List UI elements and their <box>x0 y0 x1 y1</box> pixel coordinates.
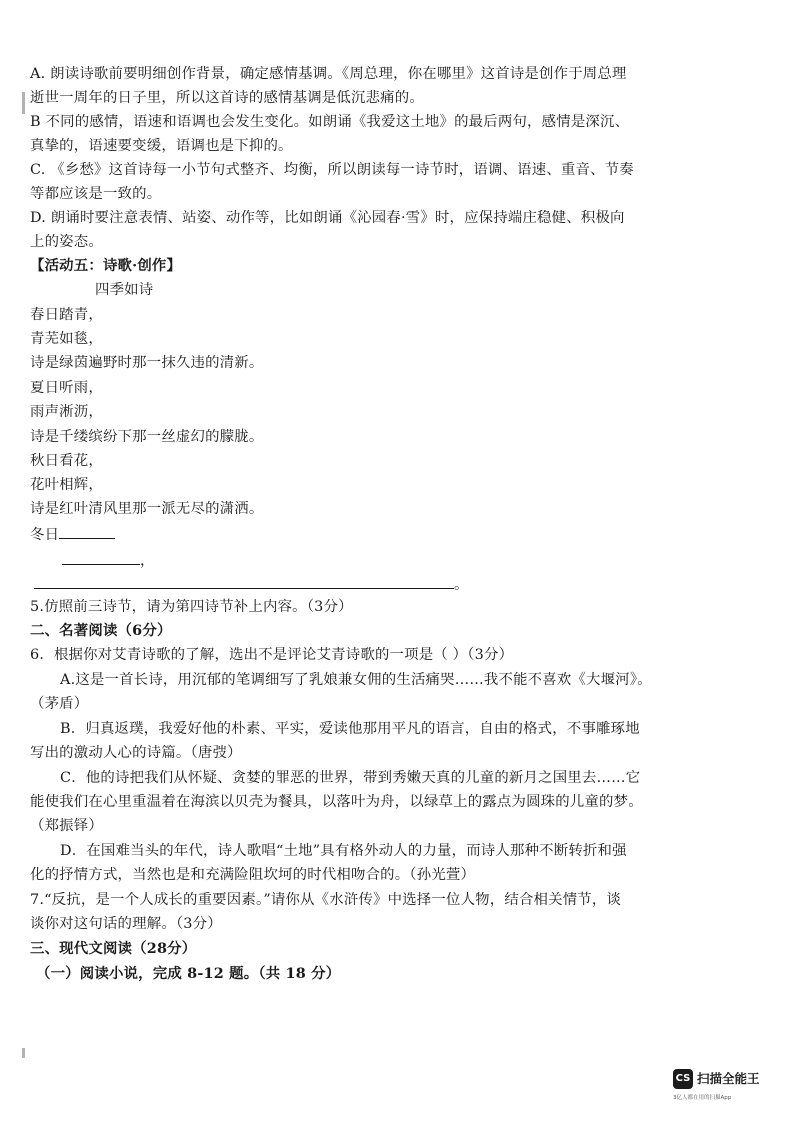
winter-blank-2[interactable] <box>62 550 140 565</box>
winter-blank-1[interactable] <box>59 524 115 539</box>
activity5-heading: 【活动五：诗歌·创作】 <box>30 257 182 274</box>
scanner-watermark <box>673 1069 773 1109</box>
option-a-line1: A. 朗读诗歌前要明细创作背景，确定感情基调。《周总理，你在哪里》这首诗是创作于周总理 <box>30 66 627 82</box>
q6-option-d-line2: 化的抒情方式，当然也是和充满险阻坎坷的时代相吻合的。（孙光萱） <box>30 867 476 883</box>
option-a-line2: 逝世一周年的日子里，所以这首诗的感情基调是低沉悲痛的。 <box>30 90 424 106</box>
question-6: 6．根据你对艾青诗歌的了解，选出不是评论艾青诗歌的一项是（ ）（3分） <box>30 647 514 663</box>
q6-option-b-line1: B．归真返璞，我爱好他的朴素、平实，爱读他那用平凡的语言，自由的格式，不事雕琢地 <box>60 721 640 737</box>
poem-line: 秋日看花， <box>30 453 103 469</box>
poem-line: 夏日听雨， <box>30 380 103 396</box>
camscanner-logo-icon: CS <box>673 1069 693 1089</box>
question-7-line1: 7.“反抗，是一个人成长的重要因素。”请你从《水浒传》中选择一位人物，结合相关情节，谈 <box>30 892 622 908</box>
q6-option-c-line3: （郑振铎） <box>30 818 103 834</box>
question-7-line2: 谈你对这句话的理解。（3分） <box>30 916 222 932</box>
scan-edge-mark <box>22 1048 25 1058</box>
watermark-name: 扫描全能王 <box>697 1071 760 1086</box>
q6-option-a-line2: （茅盾） <box>30 696 89 712</box>
q6-option-d-line1: D．在国难当头的年代，诗人歌唱“土地”具有格外动人的力量，而诗人那种不断转折和强 <box>60 843 627 859</box>
option-b-line1: B 不同的感情，语速和语调也会发生变化。如朗诵《我爱这土地》的最后两句，感情是深沉、 <box>30 114 630 130</box>
q6-option-c-line2: 能使我们在心里重温着在海滨以贝壳为餐具，以落叶为舟，以绿草上的露点为圆珠的儿童的梦。 <box>30 794 643 810</box>
winter-line <box>30 524 115 545</box>
option-c-line1: C. 《乡愁》这首诗每一小节句式整齐、均衡，所以朗读每一诗节时，语调、语速、重音、节奏 <box>30 162 634 178</box>
poem-line: 诗是千缕缤纷下那一丝虚幻的朦胧。 <box>30 429 264 445</box>
q6-option-c-line1: C．他的诗把我们从怀疑、贪婪的罪恶的世界，带到秀嫩天真的儿童的新月之国里去……它 <box>60 770 641 786</box>
option-c-line2: 等都应该是一致的。 <box>30 186 162 202</box>
question-5: 5.仿照前三诗节，请为第四诗节补上内容。（3分） <box>30 599 353 615</box>
poem-line: 诗是绿茵遍野时那一抹久违的清新。 <box>30 355 264 371</box>
q6-option-a-line1: A.这是一首长诗，用沉郁的笔调细写了乳娘兼女佣的生活痛哭……我不能不喜欢《大堰河》。 <box>60 672 652 688</box>
section3-heading: 三、现代文阅读（28分） <box>30 940 197 957</box>
poem-title: 四季如诗 <box>95 282 154 298</box>
option-b-line2: 真挚的，语速要变缓，语调也是下抑的。 <box>30 138 293 154</box>
winter-blank-3[interactable] <box>34 574 454 589</box>
q6-option-b-line2: 写出的激动人心的诗篇。（唐弢） <box>30 745 242 761</box>
winter-line2 <box>62 550 155 571</box>
option-d-line1: D. 朗诵时要注意表情、站姿、动作等，比如朗诵《沁园春·雪》时，应保持端庄稳健、积极向 <box>30 210 625 226</box>
poem-line: 雨声淅沥， <box>30 404 103 420</box>
period: 。 <box>454 577 469 593</box>
option-d-line2: 上的姿态。 <box>30 234 103 250</box>
poem-line: 花叶相辉， <box>30 477 103 493</box>
poem-line: 诗是红叶清风里那一派无尽的潇洒。 <box>30 501 264 517</box>
winter-prefix: 冬日 <box>30 527 60 543</box>
scan-edge-mark <box>22 92 25 114</box>
watermark-subtitle: 3亿人都在用的扫描App <box>673 1095 732 1101</box>
poem-line: 春日踏青， <box>30 307 103 323</box>
winter-line3 <box>34 574 469 595</box>
comma: ， <box>140 553 155 569</box>
poem-line: 青芜如毯， <box>30 331 103 347</box>
section3-subheading: （一）阅读小说，完成 8-12 题。（共 18 分） <box>36 965 341 982</box>
section2-heading: 二、名著阅读（6分） <box>30 622 172 639</box>
